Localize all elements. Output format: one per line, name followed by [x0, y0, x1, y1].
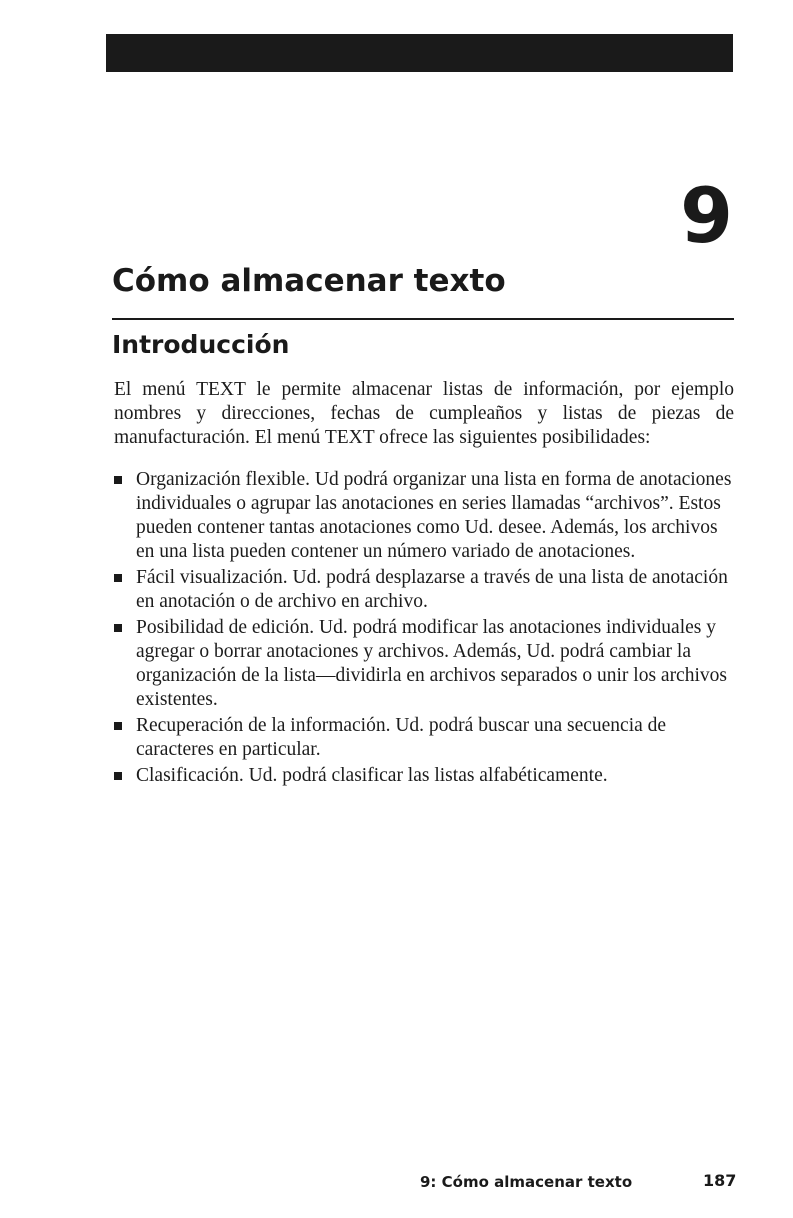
- square-bullet-icon: [114, 772, 122, 780]
- chapter-number: 9: [680, 171, 733, 260]
- list-item: [114, 616, 734, 712]
- title-rule: [112, 318, 734, 320]
- list-item-text: Organización flexible. Ud podrá organizar una lista en forma de anotaciones individuales o agrupar las anotaciones en series llamadas “archivos”. Estos pueden contener tantas anotaciones como Ud. desee. Además, los archivos en una lista pueden contener un número variado de anotaciones.: [136, 469, 732, 562]
- list-item: [114, 714, 734, 762]
- list-item-text: Posibilidad de edición. Ud. podrá modificar las anotaciones individuales y agregar o borrar anotaciones y archivos. Además, Ud. podrá cambiar la organización de la lista—dividirla en archivos separados o unir los archivos existentes.: [136, 617, 727, 710]
- square-bullet-icon: [114, 722, 122, 730]
- square-bullet-icon: [114, 476, 122, 484]
- section-title: Introducción: [112, 330, 290, 359]
- list-item-text: Clasificación. Ud. podrá clasificar las listas alfabéticamente.: [136, 765, 608, 786]
- chapter-title: Cómo almacenar texto: [112, 263, 506, 299]
- square-bullet-icon: [114, 574, 122, 582]
- list-item: [114, 468, 734, 564]
- list-item: [114, 566, 734, 614]
- list-item-text: Recuperación de la información. Ud. podrá buscar una secuencia de caracteres en particular.: [136, 715, 667, 760]
- square-bullet-icon: [114, 624, 122, 632]
- header-bar: [106, 34, 733, 72]
- feature-list: [114, 468, 734, 790]
- intro-paragraph: El menú TEXT le permite almacenar listas de información, por ejemplo nombres y direcciones, fechas de cumpleaños y listas de piezas de manufacturación. El menú TEXT ofrece las siguientes posibilidades:: [114, 379, 734, 448]
- running-footer-title: 9: Cómo almacenar texto: [420, 1173, 633, 1191]
- list-item: [114, 764, 734, 788]
- list-item-text: Fácil visualización. Ud. podrá desplazarse a través de una lista de anotación en anotación o de archivo en archivo.: [136, 567, 728, 612]
- page-number: 187: [703, 1171, 737, 1190]
